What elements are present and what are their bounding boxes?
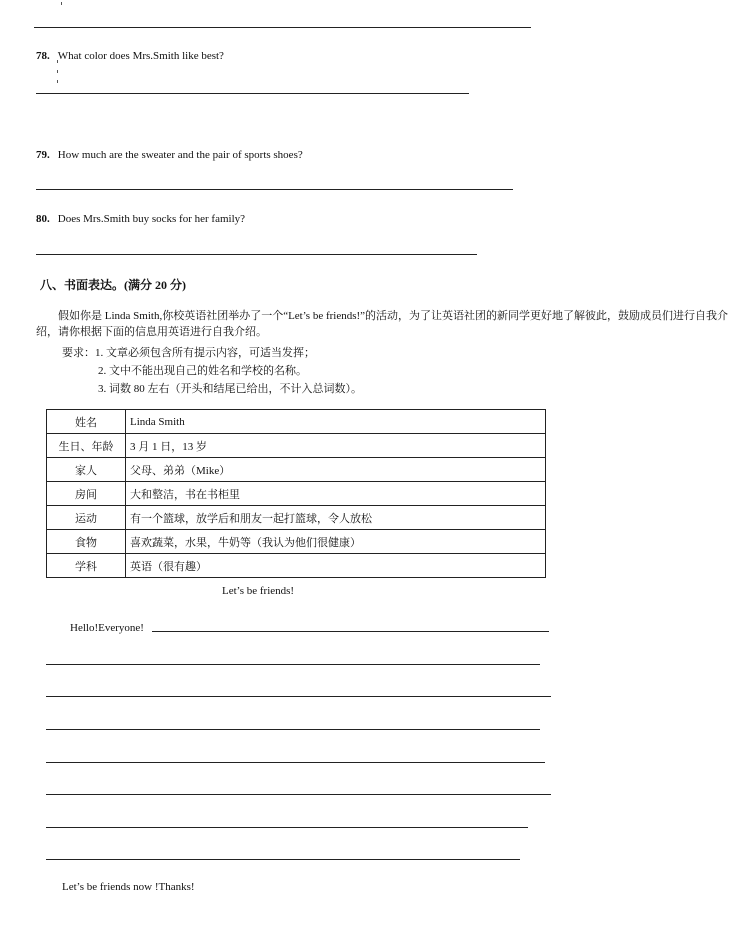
writing-line[interactable]	[46, 696, 551, 697]
table-label: 房间	[47, 482, 126, 506]
scan-speck	[57, 70, 58, 73]
requirement-1: 要求：1. 文章必须包含所有提示内容，可适当发挥；	[62, 347, 315, 359]
answer-line-80[interactable]	[36, 254, 477, 255]
answer-line-78[interactable]	[36, 93, 469, 94]
table-row	[47, 482, 546, 506]
question-text: What color does Mrs.Smith like best?	[57, 50, 224, 62]
question-80	[36, 212, 245, 226]
question-text: Does Mrs.Smith buy socks for her family?	[57, 213, 246, 225]
question-number: 79.	[36, 149, 50, 161]
writing-prompt: 假如你是 Linda Smith,你校英语社团举办了一个“Let’s be friends!”的活动，为了让英语社团的新同学更好地了解彼此，鼓励成员们进行自我介绍，请你根据下面的信息用英语进行自我介绍。	[36, 310, 729, 338]
answer-line-79[interactable]	[36, 189, 513, 190]
writing-line[interactable]	[46, 762, 545, 763]
writing-line[interactable]	[46, 664, 540, 665]
essay-opening: Hello!Everyone!	[70, 622, 144, 634]
section-title: 八、书面表达。(满分 20 分)	[40, 278, 186, 292]
writing-line[interactable]	[46, 794, 551, 795]
table-label: 生日、年龄	[47, 434, 126, 458]
table-label: 学科	[47, 554, 126, 578]
scan-speck	[57, 80, 58, 83]
scan-speck	[61, 2, 62, 5]
table-label: 食物	[47, 530, 126, 554]
table-value: Linda Smith	[126, 410, 546, 434]
table-value: 有一个篮球，放学后和朋友一起打篮球，令人放松	[126, 506, 546, 530]
essay-title: Let’s be friends!	[222, 585, 295, 597]
table-row	[47, 530, 546, 554]
table-row	[47, 410, 546, 434]
answer-line-77	[34, 27, 531, 28]
table-row	[47, 554, 546, 578]
table-value: 父母、弟弟（Mike）	[126, 458, 546, 482]
question-text: How much are the sweater and the pair of sports shoes?	[57, 149, 303, 161]
table-row	[47, 458, 546, 482]
requirement-2: 2. 文中不能出现自己的姓名和学校的名称。	[98, 365, 307, 377]
writing-line[interactable]	[46, 729, 540, 730]
essay-closing: Let’s be friends now !Thanks!	[62, 881, 195, 893]
table-value: 3 月 1 日，13 岁	[126, 434, 546, 458]
table-value: 英语（很有趣）	[126, 554, 546, 578]
question-78	[36, 49, 224, 63]
writing-line[interactable]	[46, 827, 528, 828]
table-label: 运动	[47, 506, 126, 530]
writing-line-first[interactable]	[152, 631, 549, 632]
table-row	[47, 506, 546, 530]
writing-line[interactable]	[46, 859, 520, 860]
table-row	[47, 434, 546, 458]
question-number: 78.	[36, 50, 50, 62]
table-value: 喜欢蔬菜，水果，牛奶等（我认为他们很健康）	[126, 530, 546, 554]
question-number: 80.	[36, 213, 50, 225]
requirement-3: 3. 词数 80 左右（开头和结尾已给出，不计入总词数）。	[98, 383, 362, 395]
table-value: 大和整洁，书在书柜里	[126, 482, 546, 506]
table-label: 家人	[47, 458, 126, 482]
info-table	[46, 409, 546, 578]
table-label: 姓名	[47, 410, 126, 434]
question-79	[36, 148, 303, 162]
